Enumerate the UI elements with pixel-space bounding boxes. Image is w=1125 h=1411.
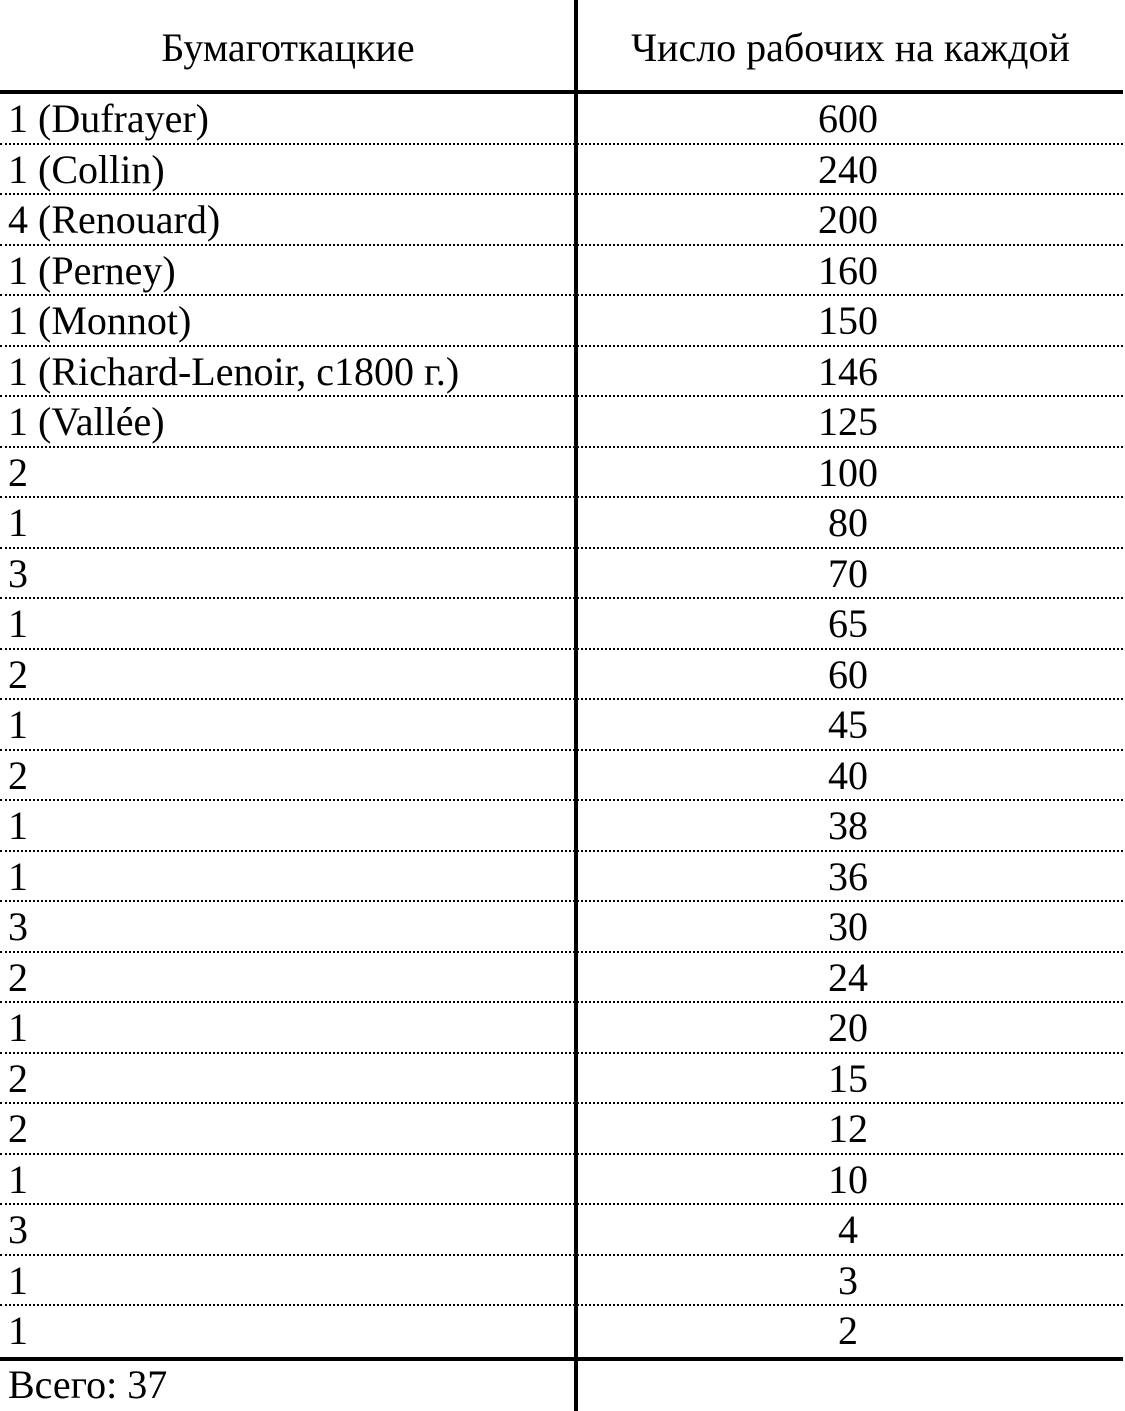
workers-count-cell: 70 — [828, 550, 868, 596]
workers-count-cell: 80 — [828, 500, 868, 545]
table-header — [0, 0, 1125, 92]
table-body — [0, 94, 1123, 1355]
mills-count-cell: 1 (Collin) — [8, 146, 165, 192]
workers-count-cell: 125 — [818, 399, 878, 444]
mills-count-cell: 2 — [8, 1106, 28, 1151]
mills-count-cell: 1 — [8, 601, 28, 646]
mills-count-cell: 1 — [8, 1308, 28, 1353]
table-row — [0, 145, 1123, 196]
mills-count-cell: 1 — [8, 1257, 28, 1303]
mills-count-cell: 1 (Dufrayer) — [8, 96, 209, 141]
table-row — [0, 751, 1123, 802]
mills-count-cell: 2 — [8, 449, 28, 495]
mills-count-cell: 1 — [8, 500, 28, 545]
table-row — [0, 397, 1123, 448]
table-row — [0, 1054, 1123, 1105]
workers-count-cell: 200 — [818, 197, 878, 242]
mills-count-cell: 1 — [8, 853, 28, 899]
workers-count-cell: 24 — [828, 954, 868, 1000]
mills-count-cell: 1 (Perney) — [8, 247, 176, 293]
workers-count-cell: 10 — [828, 1156, 868, 1202]
mills-count-cell: 2 — [8, 752, 28, 798]
workers-count-cell: 12 — [828, 1106, 868, 1151]
workers-count-cell: 38 — [828, 803, 868, 848]
workers-count-cell: 160 — [818, 247, 878, 293]
table-row — [0, 1104, 1123, 1155]
mills-count-cell: 4 (Renouard) — [8, 197, 221, 242]
workers-count-cell: 40 — [828, 752, 868, 798]
workers-count-cell: 2 — [838, 1308, 858, 1353]
workers-count-cell: 65 — [828, 601, 868, 646]
table-row — [0, 296, 1123, 347]
workers-count-cell: 240 — [818, 146, 878, 192]
table-row — [0, 852, 1123, 903]
mills-count-cell: 1 — [8, 803, 28, 848]
header-mills-column: Бумаготкацкие — [161, 25, 415, 70]
table-row — [0, 1256, 1123, 1307]
mills-count-cell: 1 — [8, 702, 28, 747]
table-row — [0, 498, 1123, 549]
table-row — [0, 902, 1123, 953]
table-row — [0, 599, 1123, 650]
table-row — [0, 953, 1123, 1004]
table-row — [0, 1306, 1123, 1355]
table-row — [0, 347, 1123, 398]
table-row — [0, 1205, 1123, 1256]
workers-count-cell: 600 — [818, 96, 878, 141]
workers-count-cell: 150 — [818, 298, 878, 343]
mills-count-cell: 2 — [8, 651, 28, 697]
total-divider — [0, 1357, 1123, 1361]
workers-count-cell: 146 — [818, 348, 878, 394]
mills-count-cell: 3 — [8, 550, 28, 596]
table-row — [0, 1155, 1123, 1206]
workers-count-cell: 15 — [828, 1055, 868, 1101]
table-row — [0, 1003, 1123, 1054]
workers-count-cell: 60 — [828, 651, 868, 697]
workers-count-cell: 100 — [818, 449, 878, 495]
workers-count-cell: 30 — [828, 904, 868, 949]
table-row — [0, 700, 1123, 751]
workers-count-cell: 3 — [838, 1257, 858, 1303]
table-row — [0, 94, 1123, 145]
workers-count-cell: 36 — [828, 853, 868, 899]
mills-count-cell: 2 — [8, 1055, 28, 1101]
table-row — [0, 650, 1123, 701]
workers-count-cell: 20 — [828, 1005, 868, 1050]
table-row — [0, 195, 1123, 246]
mills-count-cell: 1 (Monnot) — [8, 298, 192, 343]
mills-count-cell: 1 (Richard-Lenoir, с1800 г.) — [8, 348, 460, 394]
workers-count-cell: 45 — [828, 702, 868, 747]
mills-count-cell: 3 — [8, 904, 28, 949]
table-row — [0, 549, 1123, 600]
mills-count-cell: 3 — [8, 1207, 28, 1252]
workers-count-cell: 4 — [838, 1207, 858, 1252]
table-row — [0, 801, 1123, 852]
header-workers-column: Число рабочих на каждой — [631, 25, 1070, 70]
mills-count-cell: 1 — [8, 1005, 28, 1050]
mills-count-cell: 1 (Vallée) — [8, 399, 165, 444]
table-row — [0, 448, 1123, 499]
total-count: Всего: 37 — [8, 1362, 168, 1407]
mills-count-cell: 1 — [8, 1156, 28, 1202]
mills-count-cell: 2 — [8, 954, 28, 1000]
table-row — [0, 246, 1123, 297]
column-divider — [574, 0, 578, 1411]
